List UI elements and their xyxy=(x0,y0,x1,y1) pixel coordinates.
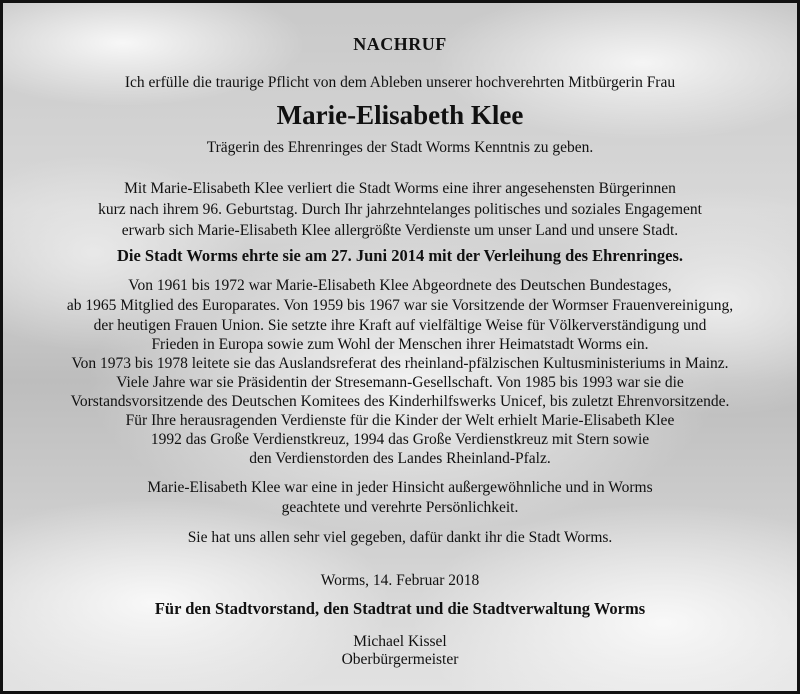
notice-content xyxy=(3,3,797,691)
paragraph-3-line: Marie-Elisabeth Klee war eine in jeder Hinsicht außergewöhnliche und in Worms xyxy=(147,479,653,496)
signatory-line: Für den Stadtvorstand, den Stadtrat und die Stadtverwaltung Worms xyxy=(154,599,646,618)
thanks-line: Sie hat uns allen sehr viel gegeben, dafür dankt ihr die Stadt Worms. xyxy=(187,529,613,546)
place-date: Worms, 14. Februar 2018 xyxy=(320,572,480,589)
highlight-line: Die Stadt Worms ehrte sie am 27. Juni 2014 mit der Verleihung des Ehrenringes. xyxy=(116,246,684,265)
paragraph-2-line: 1992 das Große Verdienstkreuz, 1994 das Große Verdienstkreuz mit Stern sowie xyxy=(150,431,650,448)
paragraph-2-line: der heutigen Frauen Union. Sie setzte ihre Kraft auf vielfältige Weise für Völkerverständigung und xyxy=(93,317,707,334)
paragraph-2-line: Von 1973 bis 1978 leitete sie das Auslandsreferat des rheinland-pfälzischen Kultusministeriums in Mainz. xyxy=(71,355,729,372)
paragraph-1-line: erwarb sich Marie-Elisabeth Klee allergrößte Verdienste um unser Land und unsere Stadt. xyxy=(121,222,679,239)
paragraph-2-line: Für Ihre herausragenden Verdienste für die Kinder der Welt erhielt Marie-Elisabeth Klee xyxy=(125,412,675,429)
intro-line-2: Trägerin des Ehrenringes der Stadt Worms Kenntnis zu geben. xyxy=(206,139,594,156)
paragraph-3-line: geachtete und verehrte Persönlichkeit. xyxy=(281,499,519,516)
paragraph-2-line: Von 1961 bis 1972 war Marie-Elisabeth Klee Abgeordnete des Deutschen Bundestages, xyxy=(128,277,672,294)
paragraph-1-line: Mit Marie-Elisabeth Klee verliert die Stadt Worms eine ihrer angesehensten Bürgerinnen xyxy=(124,180,676,197)
intro-line: Ich erfülle die traurige Pflicht von dem Ableben unserer hochverehrten Mitbürgerin Frau xyxy=(124,74,676,91)
signer-name: Michael Kissel xyxy=(353,633,447,650)
paragraph-2-line: ab 1965 Mitglied des Europarates. Von 1959 bis 1967 war sie Vorsitzende der Wormser Frauenvereinigung, xyxy=(66,297,734,314)
paragraph-2-line: Viele Jahre war sie Präsidentin der Stresemann-Gesellschaft. Von 1985 bis 1993 war sie die xyxy=(116,374,684,391)
paragraph-1-line: kurz nach ihrem 96. Geburtstag. Durch Ihr jahrzehntelanges politisches und soziales Engagement xyxy=(98,201,702,218)
paragraph-2-line: Frieden in Europa sowie zum Wohl der Menschen ihrer Heimatstadt Worms ein. xyxy=(151,336,649,353)
paragraph-2-line: den Verdienstorden des Landes Rheinland-Pfalz. xyxy=(249,450,551,467)
heading: NACHRUF xyxy=(353,34,447,54)
deceased-name: Marie-Elisabeth Klee xyxy=(276,100,524,130)
signer-title: Oberbürgermeister xyxy=(341,651,459,668)
paragraph-2-line: Vorstandsvorsitzende des Deutschen Komitees des Kinderhilfswerks Unicef, bis zuletzt Ehrenvorsitzende. xyxy=(70,393,730,410)
